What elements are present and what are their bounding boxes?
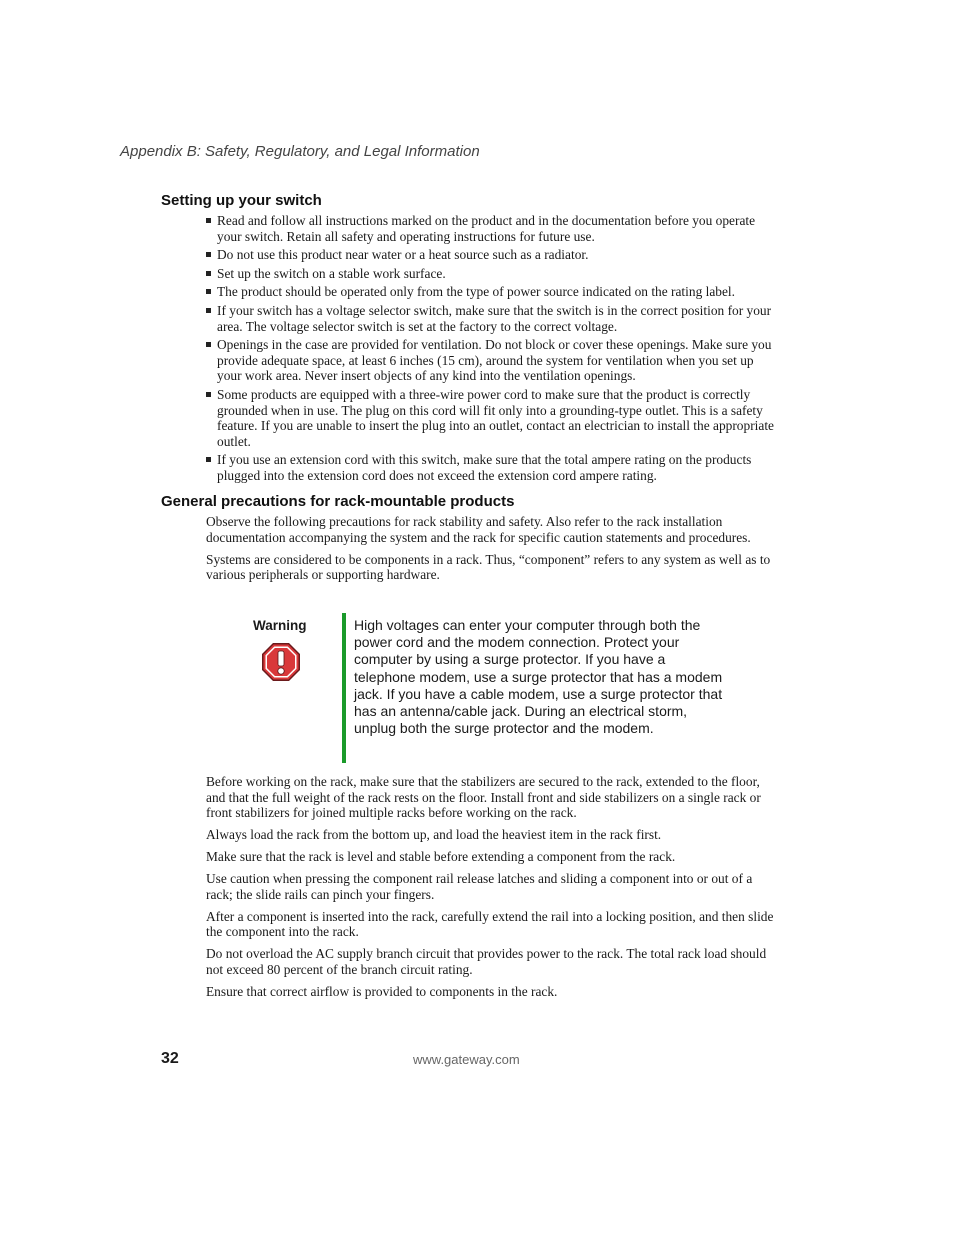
list-item [203,284,778,300]
warning-label: Warning [253,618,307,633]
page-number: 32 [161,1050,179,1067]
running-head: Appendix B: Safety, Regulatory, and Legal Information [120,143,480,160]
list-item [203,337,778,384]
paragraph: Make sure that the rack is level and stable before extending a component from the rack. [206,849,676,865]
paragraph: Use caution when pressing the component rail release latches and sliding a component into or out of a rack; the slide rails can pinch your fingers. [206,871,753,902]
rack-intro [206,514,774,589]
bullet-icon [206,271,211,276]
paragraph: Systems are considered to be components in a rack. Thus, “component” refers to any system as well as to various peripherals or supporting hardware. [206,551,771,583]
list-item [203,452,778,483]
warning-octagon-icon [261,642,301,682]
bullet-icon [206,289,211,294]
bullet-text: The product should be operated only from the type of power source indicated on the rating label. [217,284,735,300]
bullet-icon [206,342,211,347]
list-item [203,247,778,263]
bullet-icon [206,218,211,223]
paragraph: Ensure that correct airflow is provided to components in the rack. [206,983,558,999]
list-item [203,303,778,334]
warning-divider-bar [342,613,346,763]
bullet-text: Do not use this product near water or a heat source such as a radiator. [217,247,589,263]
bullet-text: Set up the switch on a stable work surface. [217,265,446,281]
paragraph: After a component is inserted into the rack, carefully extend the rail into a locking position, and then slide the component into the rack. [206,908,774,940]
list-item [203,213,778,244]
bullet-text: If you use an extension cord with this switch, make sure that the total ampere rating on the products plugged into the extension cord does not exceed the extension cord ampere rating. [217,452,752,483]
paragraph: Before working on the rack, make sure that the stabilizers are secured to the rack, extended to the floor, and that the full weight of the rack rests on the floor. Install front and side stabilizers on a single rack or front stabilizers for joined multiple racks before working on the rack. [206,774,761,821]
bullet-icon [206,392,211,397]
list-item [203,266,778,282]
warning-text: High voltages can enter your computer through both the power cord and the modem connection. Protect your computer by using a surge protector. If you have a telephone modem, use a surge protector that has a modem jack. If you have a cable modem, use a surge protector that has an antenna/cable jack. During an electrical storm, unplug both the surge protector and the modem. [354,617,723,737]
section-heading-rack: General precautions for rack-mountable products [161,493,515,510]
paragraph: Always load the rack from the bottom up, and load the heaviest item in the rack first. [206,827,662,843]
section-heading-setup: Setting up your switch [161,192,322,209]
bullet-icon [206,252,211,257]
rack-precautions [206,774,774,1006]
bullet-text: Read and follow all instructions marked on the product and in the documentation before you operate your switch. Retain all safety and operating instructions for future use. [217,213,756,244]
bullet-text: Openings in the case are provided for ventilation. Do not block or cover these openings. Make sure you provide adequate space, at least 6 inches (15 cm), around the system for ventilation when you set up your work area. Never insert objects of any kind into the ventilation openings. [217,337,772,384]
paragraph: Observe the following precautions for rack stability and safety. Also refer to the rack installation documentation accompanying the system and the rack for specific caution statements and procedures. [206,514,751,545]
setup-bullet-list [203,213,778,487]
bullet-icon [206,457,211,462]
list-item [203,387,778,449]
bullet-text: If your switch has a voltage selector switch, make sure that the switch is in the correct position for your area. The voltage selector switch is set at the factory to the correct voltage. [217,302,772,334]
footer-url: www.gateway.com [413,1052,520,1067]
bullet-icon [206,308,211,313]
bullet-text: Some products are equipped with a three-wire power cord to make sure that the product is correctly grounded when in use. The plug on this cord will fit only into a grounding-type outlet. This is a safety feature. If you are unable to insert the plug into an outlet, contact an electrician to install the appropriate outlet. [217,386,774,449]
paragraph: Do not overload the AC supply branch circuit that provides power to the rack. The total rack load should not exceed 80 percent of the branch circuit rating. [206,946,767,977]
